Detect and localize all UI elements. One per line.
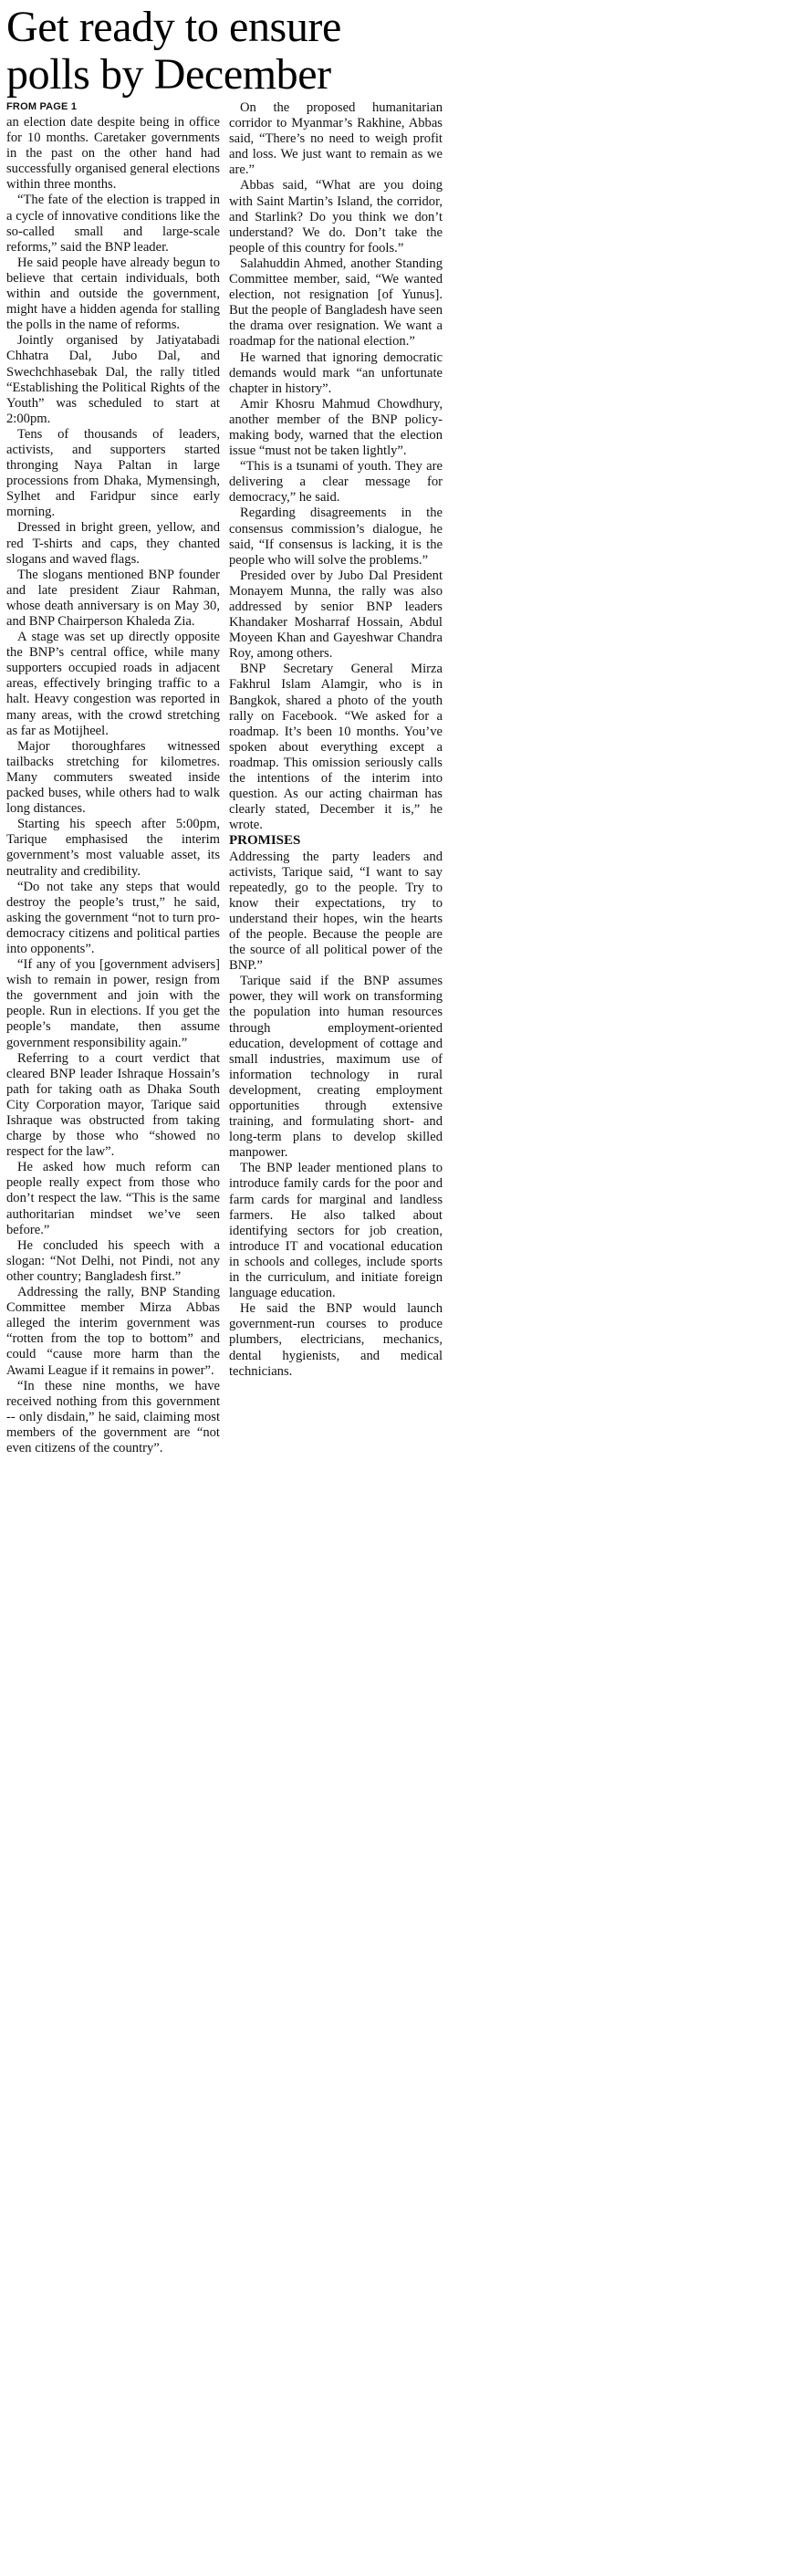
article-paragraph: Amir Khosru Mahmud Chowdhury, another member of the BNP policy-making body, warned that the election issue “must not be taken lightly”. — [229, 396, 443, 459]
article-paragraph: Tarique said if the BNP assumes power, they will work on transforming the population into human resources through employment-oriented education, development of cottage and small industries, maximum use of information technology in rural development, creating employment opportunities through extensive training, and formulating short- and long-term plans to develop skilled manpower. — [229, 974, 443, 1161]
article-paragraph: Jointly organised by Jatiyatabadi Chhatra Dal, Jubo Dal, and Swechchhasebak Dal, the rally titled “Establishing the Political Rights of the Youth” was scheduled to start at 2:00pm. — [6, 333, 220, 426]
article-page — [0, 0, 449, 1456]
article-paragraph: “In these nine months, we have received nothing from this government -- only disdain,” he said, claiming most members of the government are “not even citizens of the country”. — [6, 1378, 220, 1455]
article-paragraph: Tens of thousands of leaders, activists, and supporters started thronging Naya Paltan in large processions from Dhaka, Mymensingh, Sylhet and Faridpur since early morning. — [6, 426, 220, 520]
article-paragraph: Salahuddin Ahmed, another Standing Committee member, said, “We wanted election, not resignation [of Yunus]. But the people of Bangladesh have seen the drama over resignation. We want a roadmap for the national election.” — [229, 256, 443, 349]
article-paragraph: Addressing the party leaders and activists, Tarique said, “I want to say repeatedly, go to the people. Try to know their expectations, try to understand their hopes, win the hearts of the people. Because the people are the source of all political power of the BNP.” — [229, 849, 443, 974]
article-paragraph: Regarding disagreements in the consensus commission’s dialogue, he said, “If consensus is lacking, it is the people who will solve the problems.” — [229, 506, 443, 568]
article-paragraph: On the proposed humanitarian corridor to Myanmar’s Rakhine, Abbas said, “There’s no need to weigh profit and loss. We just want to remain as we are.” — [229, 100, 443, 178]
article-paragraph: “Do not take any steps that would destroy the people’s trust,” he said, asking the government “not to turn pro-democracy citizens and political parties into opponents”. — [6, 879, 220, 956]
headline-line-1: Get ready to ensure — [6, 3, 341, 51]
article-paragraph: Dressed in bright green, yellow, and red T-shirts and caps, they chanted slogans and waved flags. — [6, 520, 220, 567]
article-paragraph: He said the BNP would launch government-run courses to produce plumbers, electricians, mechanics, dental hygienists, and medical technicians. — [229, 1301, 443, 1379]
article-paragraph: Presided over by Jubo Dal President Monayem Munna, the rally was also addressed by senior BNP leaders Khandaker Mosharraf Hossain, Abdul Moyeen Khan and Gayeshwar Chandra Roy, among others. — [229, 568, 443, 662]
article-paragraph: “This is a tsunami of youth. They are delivering a clear message for democracy,” he said. — [229, 459, 443, 506]
article-paragraph: “The fate of the election is trapped in a cycle of innovative conditions like the so-called small and large-scale reforms,” said the BNP leader. — [6, 193, 220, 255]
continuation-kicker: FROM PAGE 1 — [6, 101, 78, 112]
article-column-left — [6, 100, 220, 1456]
article-paragraph: A stage was set up directly opposite the BNP’s central office, while many supporters occupied roads in adjacent areas, effectively bringing traffic to a halt. Heavy congestion was reported in many areas, with the crowd stretching as far as Motijheel. — [6, 630, 220, 738]
section-subhead: PROMISES — [229, 833, 301, 849]
article-paragraph: He said people have already begun to believe that certain individuals, both within and outside the government, might have a hidden agenda for stalling the polls in the name of reforms. — [6, 255, 220, 333]
article-paragraph: Addressing the rally, BNP Standing Committee member Mirza Abbas alleged the interim government was “rotten from the top to bottom” and could “cause more harm than the Awami League if it remains in power”. — [6, 1285, 220, 1378]
article-column-right — [229, 100, 443, 1456]
article-paragraph: He concluded his speech with a slogan: “Not Delhi, not Pindi, not any other country; Bangladesh first.” — [6, 1237, 220, 1284]
article-paragraph: BNP Secretary General Mirza Fakhrul Islam Alamgir, who is in Bangkok, shared a photo of the youth rally on Facebook. “We asked for a roadmap. It’s been 10 months. You’ve spoken about everything except a roadmap. This omission seriously calls the intentions of the interim into question. As our acting chairman has clearly stated, December it is,” he wrote. — [229, 662, 443, 833]
headline-line-2: polls by December — [6, 50, 331, 99]
article-paragraph: Major thoroughfares witnessed tailbacks stretching for kilometres. Many commuters sweated inside packed buses, while others had to walk long distances. — [6, 738, 220, 817]
headline — [6, 4, 443, 99]
article-paragraph: an election date despite being in office for 10 months. Caretaker governments in the past on the other hand had successfully organised general elections within three months. — [6, 115, 220, 193]
article-paragraph: The slogans mentioned BNP founder and late president Ziaur Rahman, whose death anniversary is on May 30, and BNP Chairperson Khaleda Zia. — [6, 567, 220, 629]
article-paragraph: He warned that ignoring democratic demands would mark “an unfortunate chapter in history”. — [229, 349, 443, 396]
article-paragraph: He asked how much reform can people really expect from those who don’t respect the law. “This is the same authoritarian mindset we’ve seen before.” — [6, 1160, 220, 1237]
article-columns — [6, 100, 443, 1456]
article-paragraph: Referring to a court verdict that cleared BNP leader Ishraque Hossain’s path for taking oath as Dhaka South City Corporation mayor, Tarique said Ishraque was obstructed from taking charge by those who “showed no respect for the law”. — [6, 1050, 220, 1160]
article-paragraph: Starting his speech after 5:00pm, Tarique emphasised the interim government’s most valuable asset, its neutrality and credibility. — [6, 817, 220, 879]
article-paragraph: Abbas said, “What are you doing with Saint Martin’s Island, the corridor, and Starlink? Do you think we don’t understand? We do. Don’t take the people of this country for fools.” — [229, 178, 443, 256]
article-paragraph: The BNP leader mentioned plans to introduce family cards for the poor and farm cards for marginal and landless farmers. He also talked about identifying sectors for job creation, introduce IT and vocational education in schools and colleges, include sports in the curriculum, and initiate foreign language education. — [229, 1161, 443, 1301]
article-paragraph: “If any of you [government advisers] wish to remain in power, resign from the government and join with the people. Run in elections. If you get the people’s mandate, then assume government responsibility again.” — [6, 957, 220, 1050]
